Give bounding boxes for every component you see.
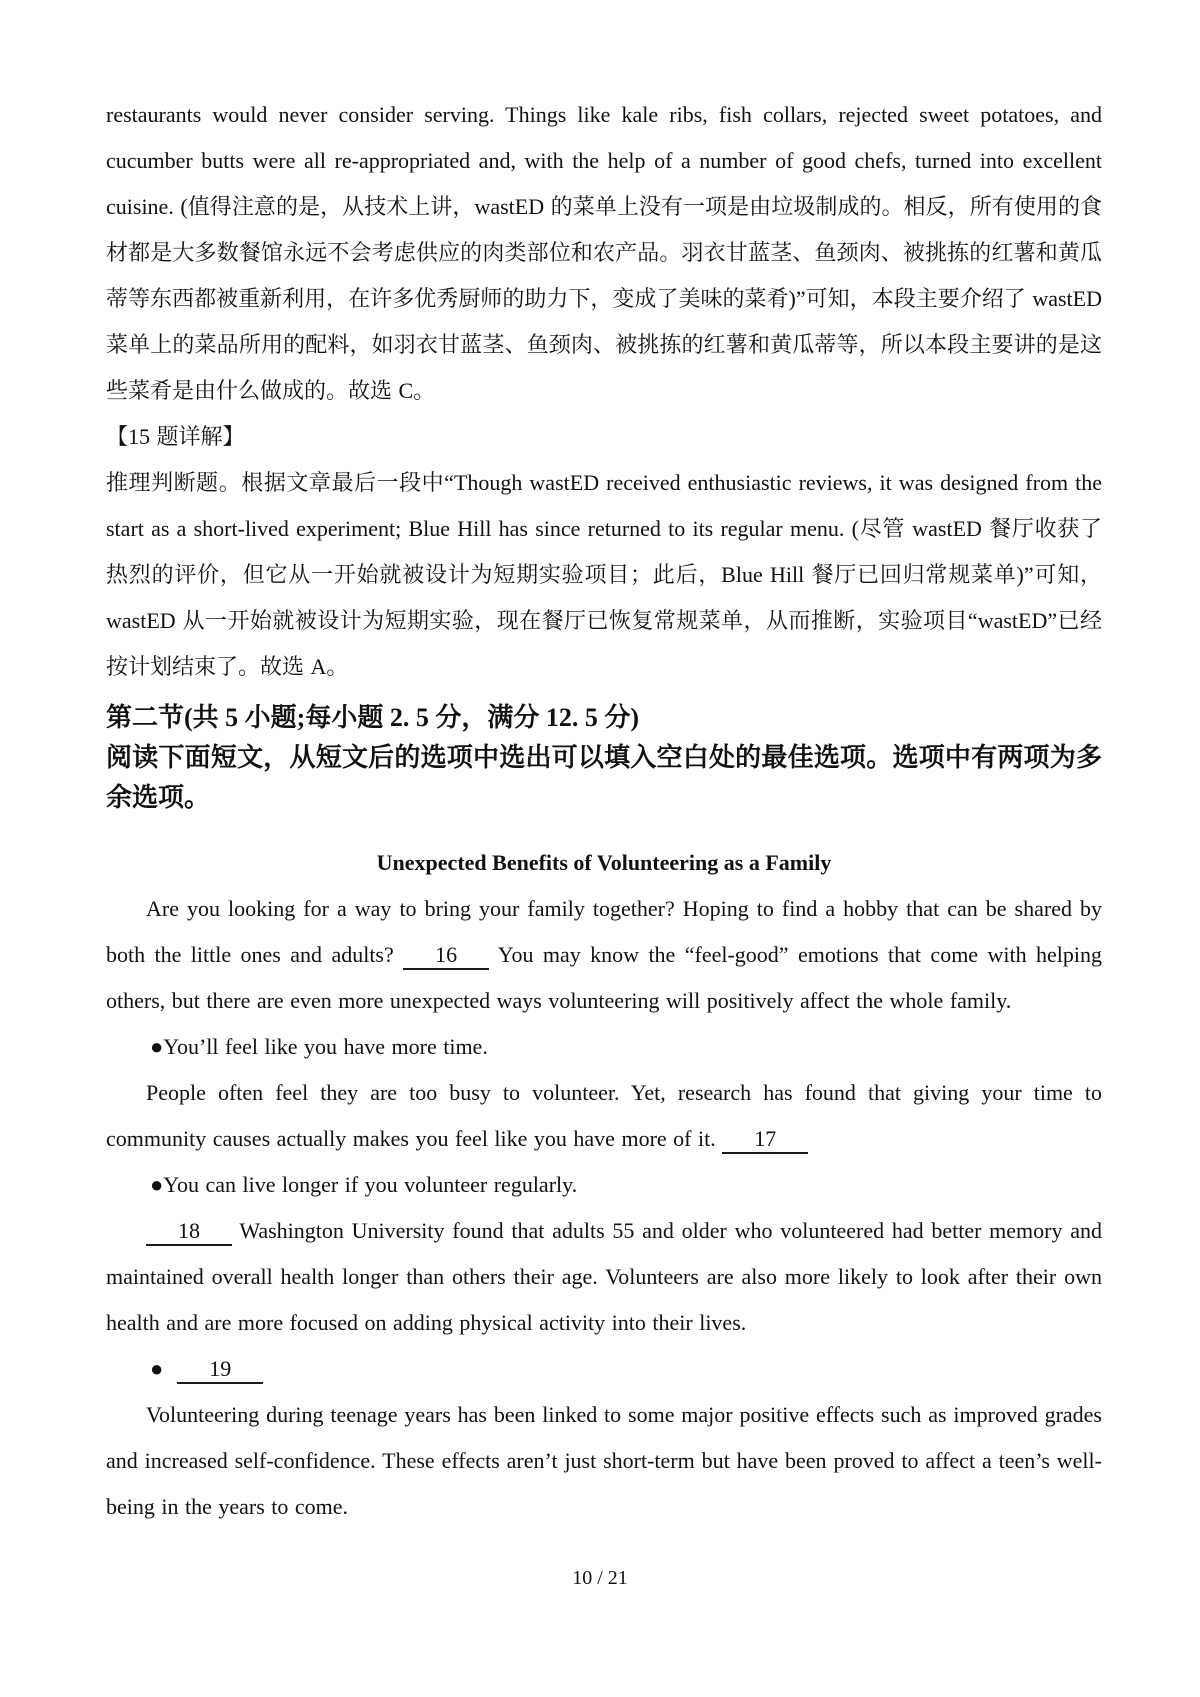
passage-paragraph-health (106, 1208, 1102, 1346)
blank-17: 17 (722, 1126, 808, 1154)
detail-15-label: 【15 题详解】 (106, 424, 245, 449)
passage-paragraph-time (106, 1070, 1102, 1162)
section-2-instructions: 阅读下面短文，从短文后的选项中选出可以填入空白处的最佳选项。选项中有两项为多余选项。 (106, 743, 1102, 812)
passage-title: Unexpected Benefits of Volunteering as a Family (376, 850, 832, 875)
analysis-14-conclusion-paragraph: restaurants would never consider serving. Things like kale ribs, fish collars, rejected sweet potatoes, and cucumber butts were all re-appropriated and, with the help of a number of good chefs, turned into excellent cuisine. (值得注意的是，从技术上讲，wastED 的菜单上没有一项是由垃圾制成的。相反，所有使用的食材都是大多数餐馆永远不会考虑供应的肉类部位和农产品。羽衣甘蓝茎、鱼颈肉、被挑拣的红薯和黄瓜蒂等东西都被重新利用，在许多优秀厨师的助力下，变成了美味的菜肴)”可知，本段主要介绍了 wastED 菜单上的菜品所用的配料，如羽衣甘蓝茎、鱼颈肉、被挑拣的红薯和黄瓜蒂等，所以本段主要讲的是这些菜肴是由什么做成的。故选 C。 (106, 102, 1102, 403)
paragraph-text: Are you looking for a way to bring your family together? Hoping to find a hobby that can be shared by both the little ones and adults? (106, 896, 1102, 967)
passage-paragraph-teen: Volunteering during teenage years has been linked to some major positive effects such as improved grades and increased self-confidence. These effects aren’t just short-term but have been proved to affect a teen’s well-being in the years to come. (106, 1402, 1102, 1519)
blank-19: 19 (177, 1356, 263, 1384)
paragraph-text: Washington University found that adults 55 and older who volunteered had better memory and maintained overall health longer than others their age. Volunteers are also more likely to look after their own health and are more focused on adding physical activity into their lives. (106, 1218, 1102, 1335)
blank-18: 18 (146, 1218, 232, 1246)
passage-subheading-3 (106, 1346, 1102, 1392)
passage-subheading-2 (106, 1162, 1102, 1208)
section-2-heading: 第二节(共 5 小题;每小题 2. 5 分，满分 12. 5 分) (106, 703, 639, 732)
passage-subheading-1 (106, 1024, 1102, 1070)
bullet-icon: ● (150, 1172, 164, 1197)
bullet-icon: ● (150, 1034, 164, 1059)
passage-paragraph-intro (106, 886, 1102, 1024)
subheading-text: You’ll feel like you have more time. (163, 1034, 488, 1059)
bullet-icon: ● (150, 1356, 164, 1381)
subheading-text: You can live longer if you volunteer regularly. (163, 1172, 578, 1197)
paragraph-text: You may know the “feel-good” emotions that come with helping others, but there are even more unexpected ways volunteering will positively affect the whole family. (106, 942, 1102, 1013)
paragraph-text: People often feel they are too busy to volunteer. Yet, research has found that giving your time to community causes actually makes you feel like you have more of it. (106, 1080, 1102, 1151)
detail-15-analysis-paragraph: 推理判断题。根据文章最后一段中“Though wastED received enthusiastic reviews, it was designed from the start as a short-lived experiment; Blue Hill has since returned to its regular menu. (尽管 wastED 餐厅收获了热烈的评价，但它从一开始就被设计为短期实验项目；此后，Blue Hill 餐厅已回归常规菜单)”可知，wastED 从一开始就被设计为短期实验，现在餐厅已恢复常规菜单，从而推断，实验项目“wastED”已经按计划结束了。故选 A。 (106, 470, 1102, 679)
blank-16: 16 (403, 942, 489, 970)
page-number: 10 / 21 (572, 1567, 628, 1589)
